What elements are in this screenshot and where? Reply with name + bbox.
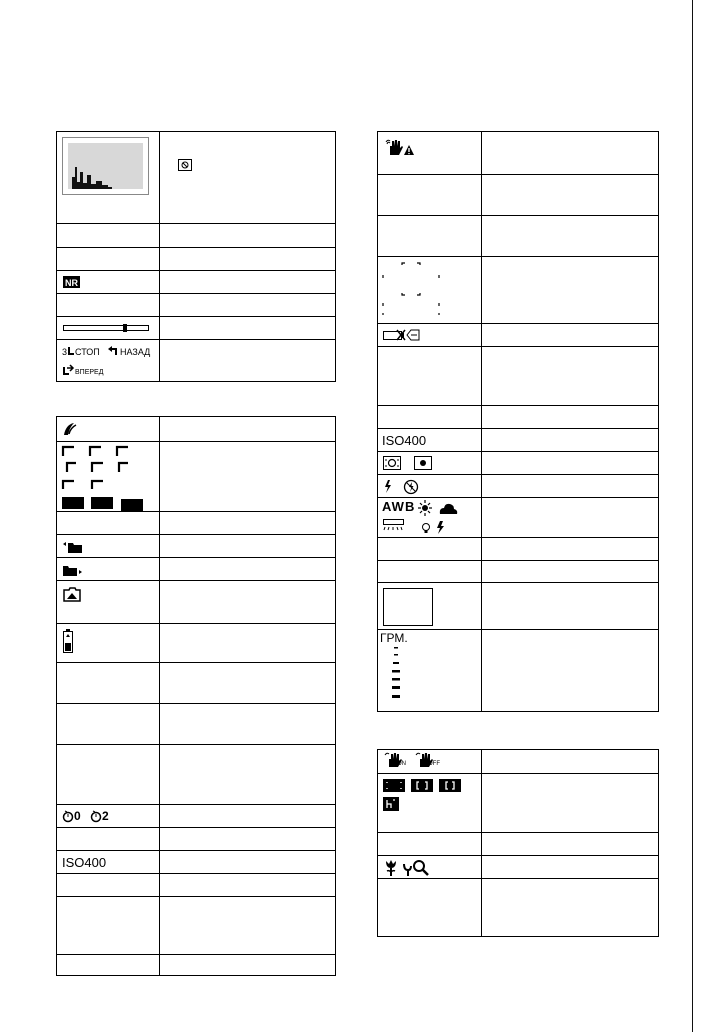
left-table-top	[56, 131, 336, 382]
table-row	[57, 580, 335, 623]
wb-auto-label: AWB	[382, 499, 416, 514]
svg-text:NR: NR	[65, 278, 78, 288]
no-display-icon	[178, 159, 192, 171]
table-row	[57, 132, 335, 223]
table-row	[57, 441, 335, 511]
table-row	[378, 132, 658, 174]
table-row	[57, 662, 335, 703]
folder-in-icon	[63, 541, 83, 553]
noise-reduction-nr-icon	[63, 276, 80, 288]
self-timer-2-label: 2	[102, 809, 109, 823]
table-row	[57, 511, 335, 534]
macro-mode-icons	[384, 859, 434, 877]
table-row	[57, 223, 335, 247]
table-row	[378, 323, 658, 346]
af-mode-icons	[383, 779, 463, 813]
iso-label: ISO400	[382, 433, 427, 448]
flash-mode-icons	[383, 479, 423, 495]
table-row	[378, 346, 658, 405]
battery-icon	[63, 629, 73, 653]
steady-shot-off-label: OFF	[428, 761, 440, 767]
table-row	[378, 215, 658, 256]
table-row	[378, 256, 658, 323]
meter-label: ГРМ.	[380, 631, 408, 645]
table-row	[378, 750, 658, 773]
table-row	[57, 316, 335, 339]
table-row	[57, 744, 335, 804]
table-row	[57, 850, 335, 873]
left-table-bottom	[56, 416, 336, 976]
table-row	[57, 804, 335, 827]
table-row	[378, 174, 658, 215]
pen-annotation-icon	[63, 422, 77, 436]
table-row	[57, 954, 335, 976]
table-row	[57, 896, 335, 954]
table-row	[57, 293, 335, 316]
forward-label: ВПЕРЕД	[75, 369, 104, 376]
steady-shot-on-label: ON	[397, 761, 406, 767]
table-row	[378, 474, 658, 497]
stop-label: СТОП	[75, 347, 100, 357]
self-timer-icon	[62, 810, 74, 822]
af-range-frame-icon	[381, 263, 443, 317]
table-row	[57, 339, 335, 382]
fluorescent-wb-icon	[383, 519, 409, 531]
metering-mode-icons	[383, 456, 437, 470]
table-row	[378, 855, 658, 878]
self-timer-icon	[90, 810, 102, 822]
image-size-icons	[62, 445, 152, 511]
table-row	[57, 247, 335, 270]
back-nav-icon	[108, 346, 120, 357]
iso-label: ISO400	[62, 855, 107, 870]
table-row	[378, 497, 658, 537]
table-row	[378, 582, 658, 629]
table-row	[57, 557, 335, 580]
table-row	[378, 405, 658, 428]
table-row	[378, 537, 658, 560]
table-row	[57, 534, 335, 557]
self-timer-10-label: 0	[74, 809, 81, 823]
table-row	[57, 270, 335, 293]
table-row	[378, 878, 658, 937]
svg-text:3: 3	[62, 347, 68, 357]
table-row	[378, 773, 658, 832]
distance-scale-icon	[391, 647, 401, 705]
back-label: НАЗАД	[120, 347, 151, 357]
af-frame-box-icon	[383, 588, 433, 626]
white-balance-icons	[418, 500, 478, 536]
stop-nav-icon	[62, 346, 74, 357]
table-row	[378, 560, 658, 582]
table-row	[378, 451, 658, 474]
table-row	[57, 827, 335, 850]
folder-out-icon	[63, 564, 83, 576]
table-row	[57, 873, 335, 896]
playback-progress-bar-icon	[63, 324, 149, 332]
protected-folder-icon	[63, 586, 81, 602]
histogram-thumbnail-icon	[62, 137, 149, 195]
table-row	[57, 703, 335, 744]
table-row	[378, 629, 658, 712]
table-row	[57, 417, 335, 441]
camera-shake-warning-icon	[385, 138, 415, 156]
forward-nav-icon	[62, 365, 74, 377]
low-battery-warning-icon	[383, 328, 421, 342]
table-row	[378, 428, 658, 451]
right-table-bottom	[377, 749, 659, 937]
page-edge-rule	[692, 0, 693, 1032]
table-row	[57, 623, 335, 662]
table-row	[378, 832, 658, 855]
right-table-top	[377, 131, 659, 712]
